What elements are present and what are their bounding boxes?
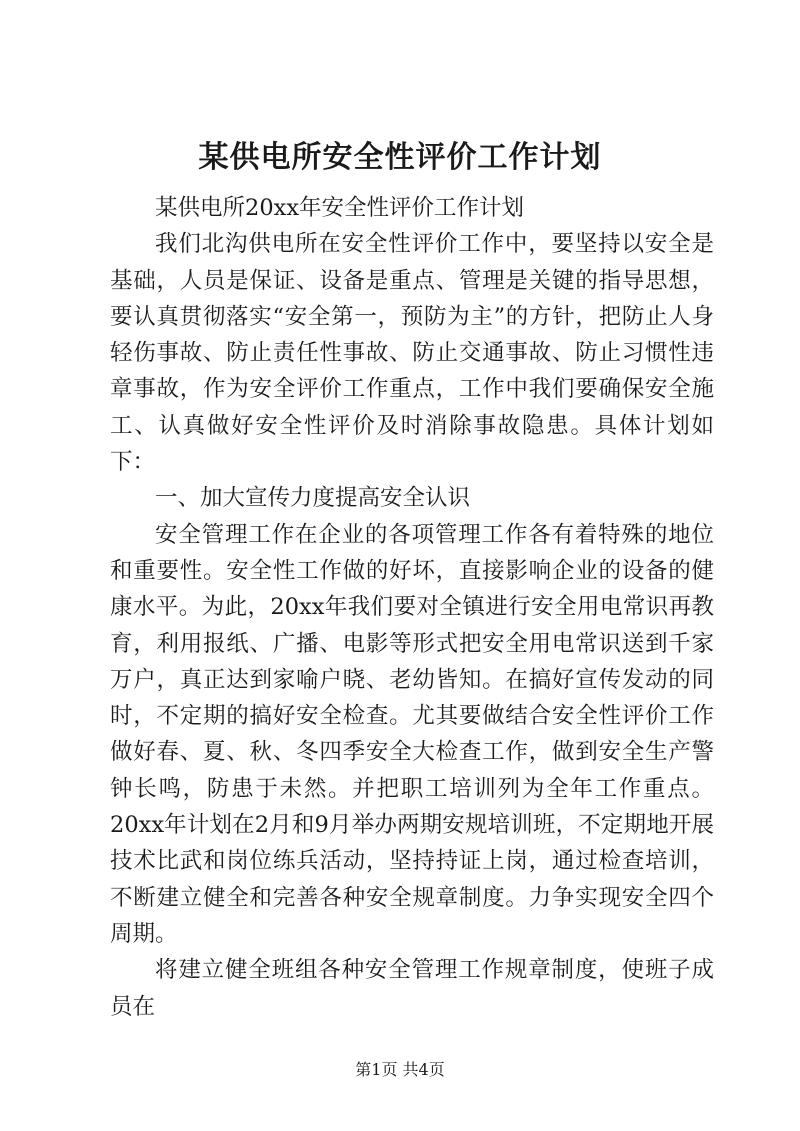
document-title: 某供电所安全性评价工作计划 [198,140,602,175]
intro-paragraph: 我们北沟供电所在安全性评价工作中，要坚持以安全是基础，人员是保证、设备是重点、管理是关键的指导思想，要认真贯彻落实“安全第一，预防为主”的方针，把防止人身轻伤事故、防止责任性事故、防止交通事故、防止习惯性违章事故，作为安全评价工作重点，工作中我们要确保安全施工、认真做好安全性评价及时消除事故隐患。具体计划如下： [110,231,714,476]
section-heading: 一、加大宣传力度提高安全认识 [155,485,471,512]
page-footer: 第1页 共4页 [355,1060,445,1079]
continued-paragraph: 将建立健全班组各种安全管理工作规章制度，使班子成员在 [110,957,714,1020]
document-body [110,190,714,1025]
section-paragraph: 安全管理工作在企业的各项管理工作各有着特殊的地位和重要性。安全性工作做的好坏，直接影响企业的设备的健康水平。为此，20xx年我们要对全镇进行安全用电常识再教育，利用报纸、广播、电影等形式把安全用电常识送到千家万户，真正达到家喻户晓、老幼皆知。在搞好宣传发动的同时，不定期的搞好安全检查。尤其要做结合安全性评价工作做好春、夏、秋、冬四季安全大检查工作，做到安全生产警钟长鸣，防患于未然。并把职工培训列为全年工作重点。20xx年计划在2月和9月举办两期安规培训班，不定期地开展技术比武和岗位练兵活动，坚持持证上岗，通过检查培训，不断建立健全和完善各种安全规章制度。力争实现安全四个周期。 [110,521,714,947]
document-subtitle: 某供电所20xx年安全性评价工作计划 [155,195,525,221]
